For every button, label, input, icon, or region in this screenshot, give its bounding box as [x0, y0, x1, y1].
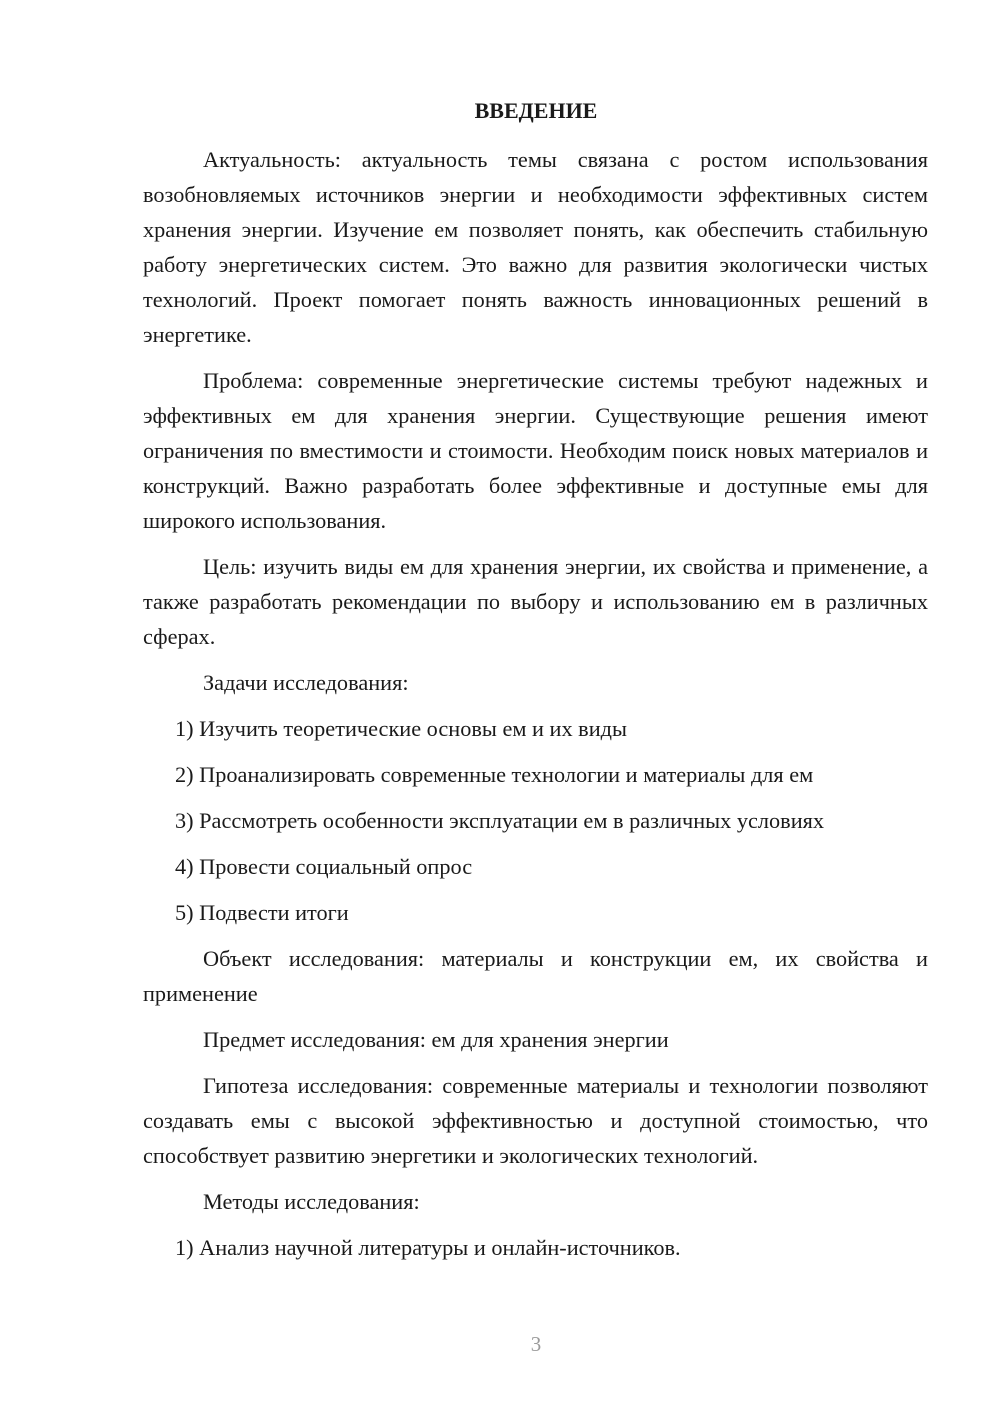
- problem-paragraph: Проблема: современные энергетические системы требуют надежных и эффективных ем для хранения энергии. Существующие решения имеют ограничения по вместимости и стоимости. Необходим поиск новых материалов и конструкций. Важно разработать более эффективные и доступные емы для широкого использования.: [143, 368, 928, 533]
- task-item: 5) Подвести итоги: [175, 900, 349, 925]
- goal-paragraph: Цель: изучить виды ем для хранения энергии, их свойства и применение, а также разработать рекомендации по выбору и использованию ем в различных сферах.: [143, 554, 928, 649]
- task-item: 4) Провести социальный опрос: [175, 854, 473, 879]
- task-item: 2) Проанализировать современные технологии и материалы для ем: [175, 762, 814, 787]
- object-paragraph: Объект исследования: материалы и конструкции ем, их свойства и применение: [143, 946, 928, 1006]
- task-item: 1) Изучить теоретические основы ем и их виды: [175, 716, 627, 741]
- tasks-heading: Задачи исследования:: [203, 670, 409, 695]
- task-item: 3) Рассмотреть особенности эксплуатации ем в различных условиях: [175, 808, 825, 833]
- relevance-paragraph: Актуальность: актуальность темы связана с ростом использования возобновляемых источников энергии и необходимости эффективных систем хранения энергии. Изучение ем позволяет понять, как обеспечить стабильную работу энергетических систем. Это важно для развития экологически чистых технологий. Проект помогает понять важность инновационных решений в энергетике.: [143, 147, 928, 347]
- document-body: [143, 142, 928, 1276]
- subject-paragraph: Предмет исследования: ем для хранения энергии: [203, 1027, 669, 1052]
- hypothesis-paragraph: Гипотеза исследования: современные материалы и технологии позволяют создавать емы с высокой эффективностью и доступной стоимостью, что способствует развитию энергетики и экологических технологий.: [143, 1073, 928, 1168]
- method-item: 1) Анализ научной литературы и онлайн-источников.: [175, 1235, 681, 1260]
- page-title: ВВЕДЕНИЕ: [474, 98, 598, 123]
- page-number: 3: [530, 1332, 542, 1356]
- methods-heading: Методы исследования:: [203, 1189, 420, 1214]
